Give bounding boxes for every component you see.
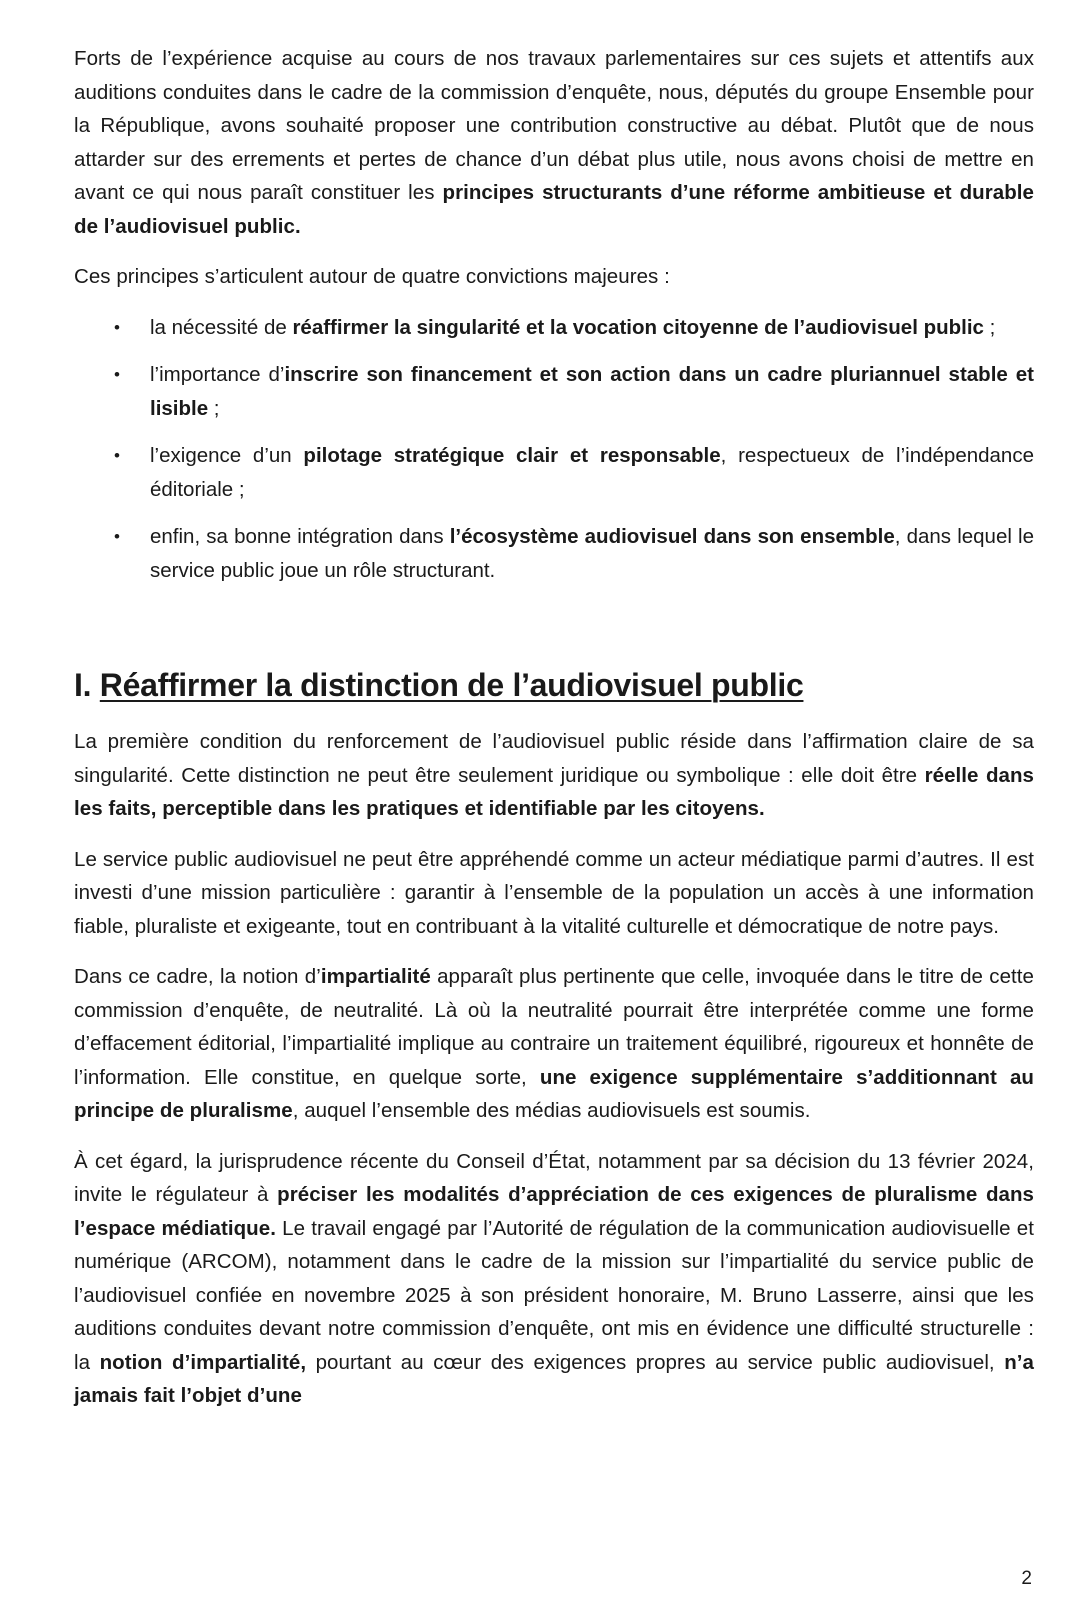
text-run: enfin, sa bonne intégration dans bbox=[150, 525, 450, 548]
bold-text: n’a jamais fait l’objet d’une bbox=[74, 1350, 1034, 1407]
text-run: Dans ce cadre, la notion d’ bbox=[74, 965, 321, 988]
body-paragraph bbox=[74, 1145, 1034, 1413]
bold-text: inscrire son financement et son action dans un cadre pluriannuel stable et lisible bbox=[150, 363, 1034, 420]
bold-text: impartialité bbox=[320, 965, 431, 988]
text-run: pourtant au cœur des exigences propres au service public audiovisuel, bbox=[306, 1350, 1005, 1374]
intro-paragraph bbox=[74, 42, 1034, 243]
section-number: I. bbox=[74, 667, 92, 703]
bold-text: notion d’impartialité, bbox=[99, 1350, 307, 1374]
text-run: , respectueux de l’indépendance éditoriale ; bbox=[150, 444, 1034, 501]
bold-text: principes structurants d’une réforme ambitieuse et durable de l’audiovisuel public bbox=[74, 181, 1035, 238]
section-title: Réaffirmer la distinction de l’audiovisuel public bbox=[99, 667, 804, 703]
text-run: l’importance d’ bbox=[150, 363, 285, 386]
list-item bbox=[74, 311, 1034, 345]
convictions-list bbox=[74, 311, 1034, 588]
bold-text: réaffirmer la singularité et la vocation citoyenne de l’audiovisuel public bbox=[292, 315, 984, 339]
text-run: À cet égard, la jurisprudence récente du Conseil d’État, notamment par sa décision du 13 février 2024, invite le régulateur à bbox=[74, 1149, 1034, 1206]
document-page bbox=[74, 42, 1034, 1413]
principles-intro-paragraph: Ces principes s’articulent autour de quatre convictions majeures : bbox=[74, 265, 670, 288]
page-number: 2 bbox=[1021, 1568, 1032, 1589]
text-run: , dans lequel le service public joue un rôle structurant. bbox=[150, 525, 1035, 582]
bullet-icon: • bbox=[114, 527, 120, 546]
text-run: apparaît plus pertinente que celle, invoquée dans le titre de cette commission d’enquête, de neutralité. Là où la neutralité pourrait être interprétée comme une forme d’effacement éditorial, l’impartialité implique au contraire un traitement équilibré, rigoureux et honnête de l’information. Elle constitue, en quelque sorte, bbox=[74, 965, 1034, 1089]
text-run: , auquel l’ensemble des médias audiovisuels est soumis. bbox=[292, 1099, 811, 1122]
text-run: ; bbox=[983, 315, 996, 339]
text-run: La première condition du renforcement de l’audiovisuel public réside dans l’affirmation claire de sa singularité. Cette distinction ne peut être seulement juridique ou symbolique : elle doit être bbox=[74, 730, 1034, 787]
body-paragraph bbox=[74, 960, 1034, 1128]
bold-text: réelle dans les faits, perceptible dans les pratiques et identifiable par les citoyens bbox=[74, 763, 1034, 820]
text-run: . bbox=[295, 214, 301, 238]
list-item bbox=[74, 520, 1034, 587]
text-run: Le travail engagé par l’Autorité de régulation de la communication audiovisuelle et numérique (ARCOM), notamment dans le cadre de la mission sur l’impartialité du service public de l’audiovisuel confiée en novembre 2025 à son président honoraire, M. Bruno Lasserre, ainsi que les auditions conduites devant notre commission d’enquête, ont mis en évidence une difficulté structurelle : la bbox=[74, 1216, 1034, 1374]
body-paragraph: Le service public audiovisuel ne peut être appréhendé comme un acteur médiatique parmi d’autres. Il est investi d’une mission particulière : garantir à l’ensemble de la population un accès à une information fiable, pluraliste et exigeante, tout en contribuant à la vitalité culturelle et démocratique de notre pays. bbox=[74, 847, 1034, 938]
text-run: ; bbox=[208, 396, 220, 420]
bullet-icon: • bbox=[114, 365, 120, 384]
text-run: la nécessité de bbox=[150, 315, 293, 339]
bold-text: préciser les modalités d’appréciation de ces exigences de pluralisme dans l’espace médiatique. bbox=[74, 1183, 1034, 1240]
body-paragraph bbox=[74, 725, 1034, 826]
list-item bbox=[74, 439, 1034, 506]
bullet-icon: • bbox=[114, 446, 120, 465]
bold-text: une exigence supplémentaire s’additionnant au principe de pluralisme bbox=[74, 1065, 1034, 1122]
text-run: . bbox=[758, 797, 765, 820]
text-run: l’exigence d’un bbox=[150, 444, 304, 467]
section-heading bbox=[74, 665, 1034, 705]
bullet-icon: • bbox=[114, 317, 120, 337]
bold-text: l’écosystème audiovisuel dans son ensemble bbox=[449, 525, 895, 548]
bold-text: pilotage stratégique clair et responsable bbox=[303, 444, 721, 467]
text-run: Forts de l’expérience acquise au cours de nos travaux parlementaires sur ces sujets et attentifs aux auditions conduites dans le cadre de la commission d’enquête, nous, députés du groupe Ensemble pour la République, avons souhaité proposer une contribution constructive au débat. Plutôt que de nous attarder sur des errements et pertes de chance d’un débat plus utile, nous avons choisi de mettre en avant ce qui nous paraît constituer les bbox=[74, 47, 1034, 204]
list-item bbox=[74, 358, 1034, 425]
